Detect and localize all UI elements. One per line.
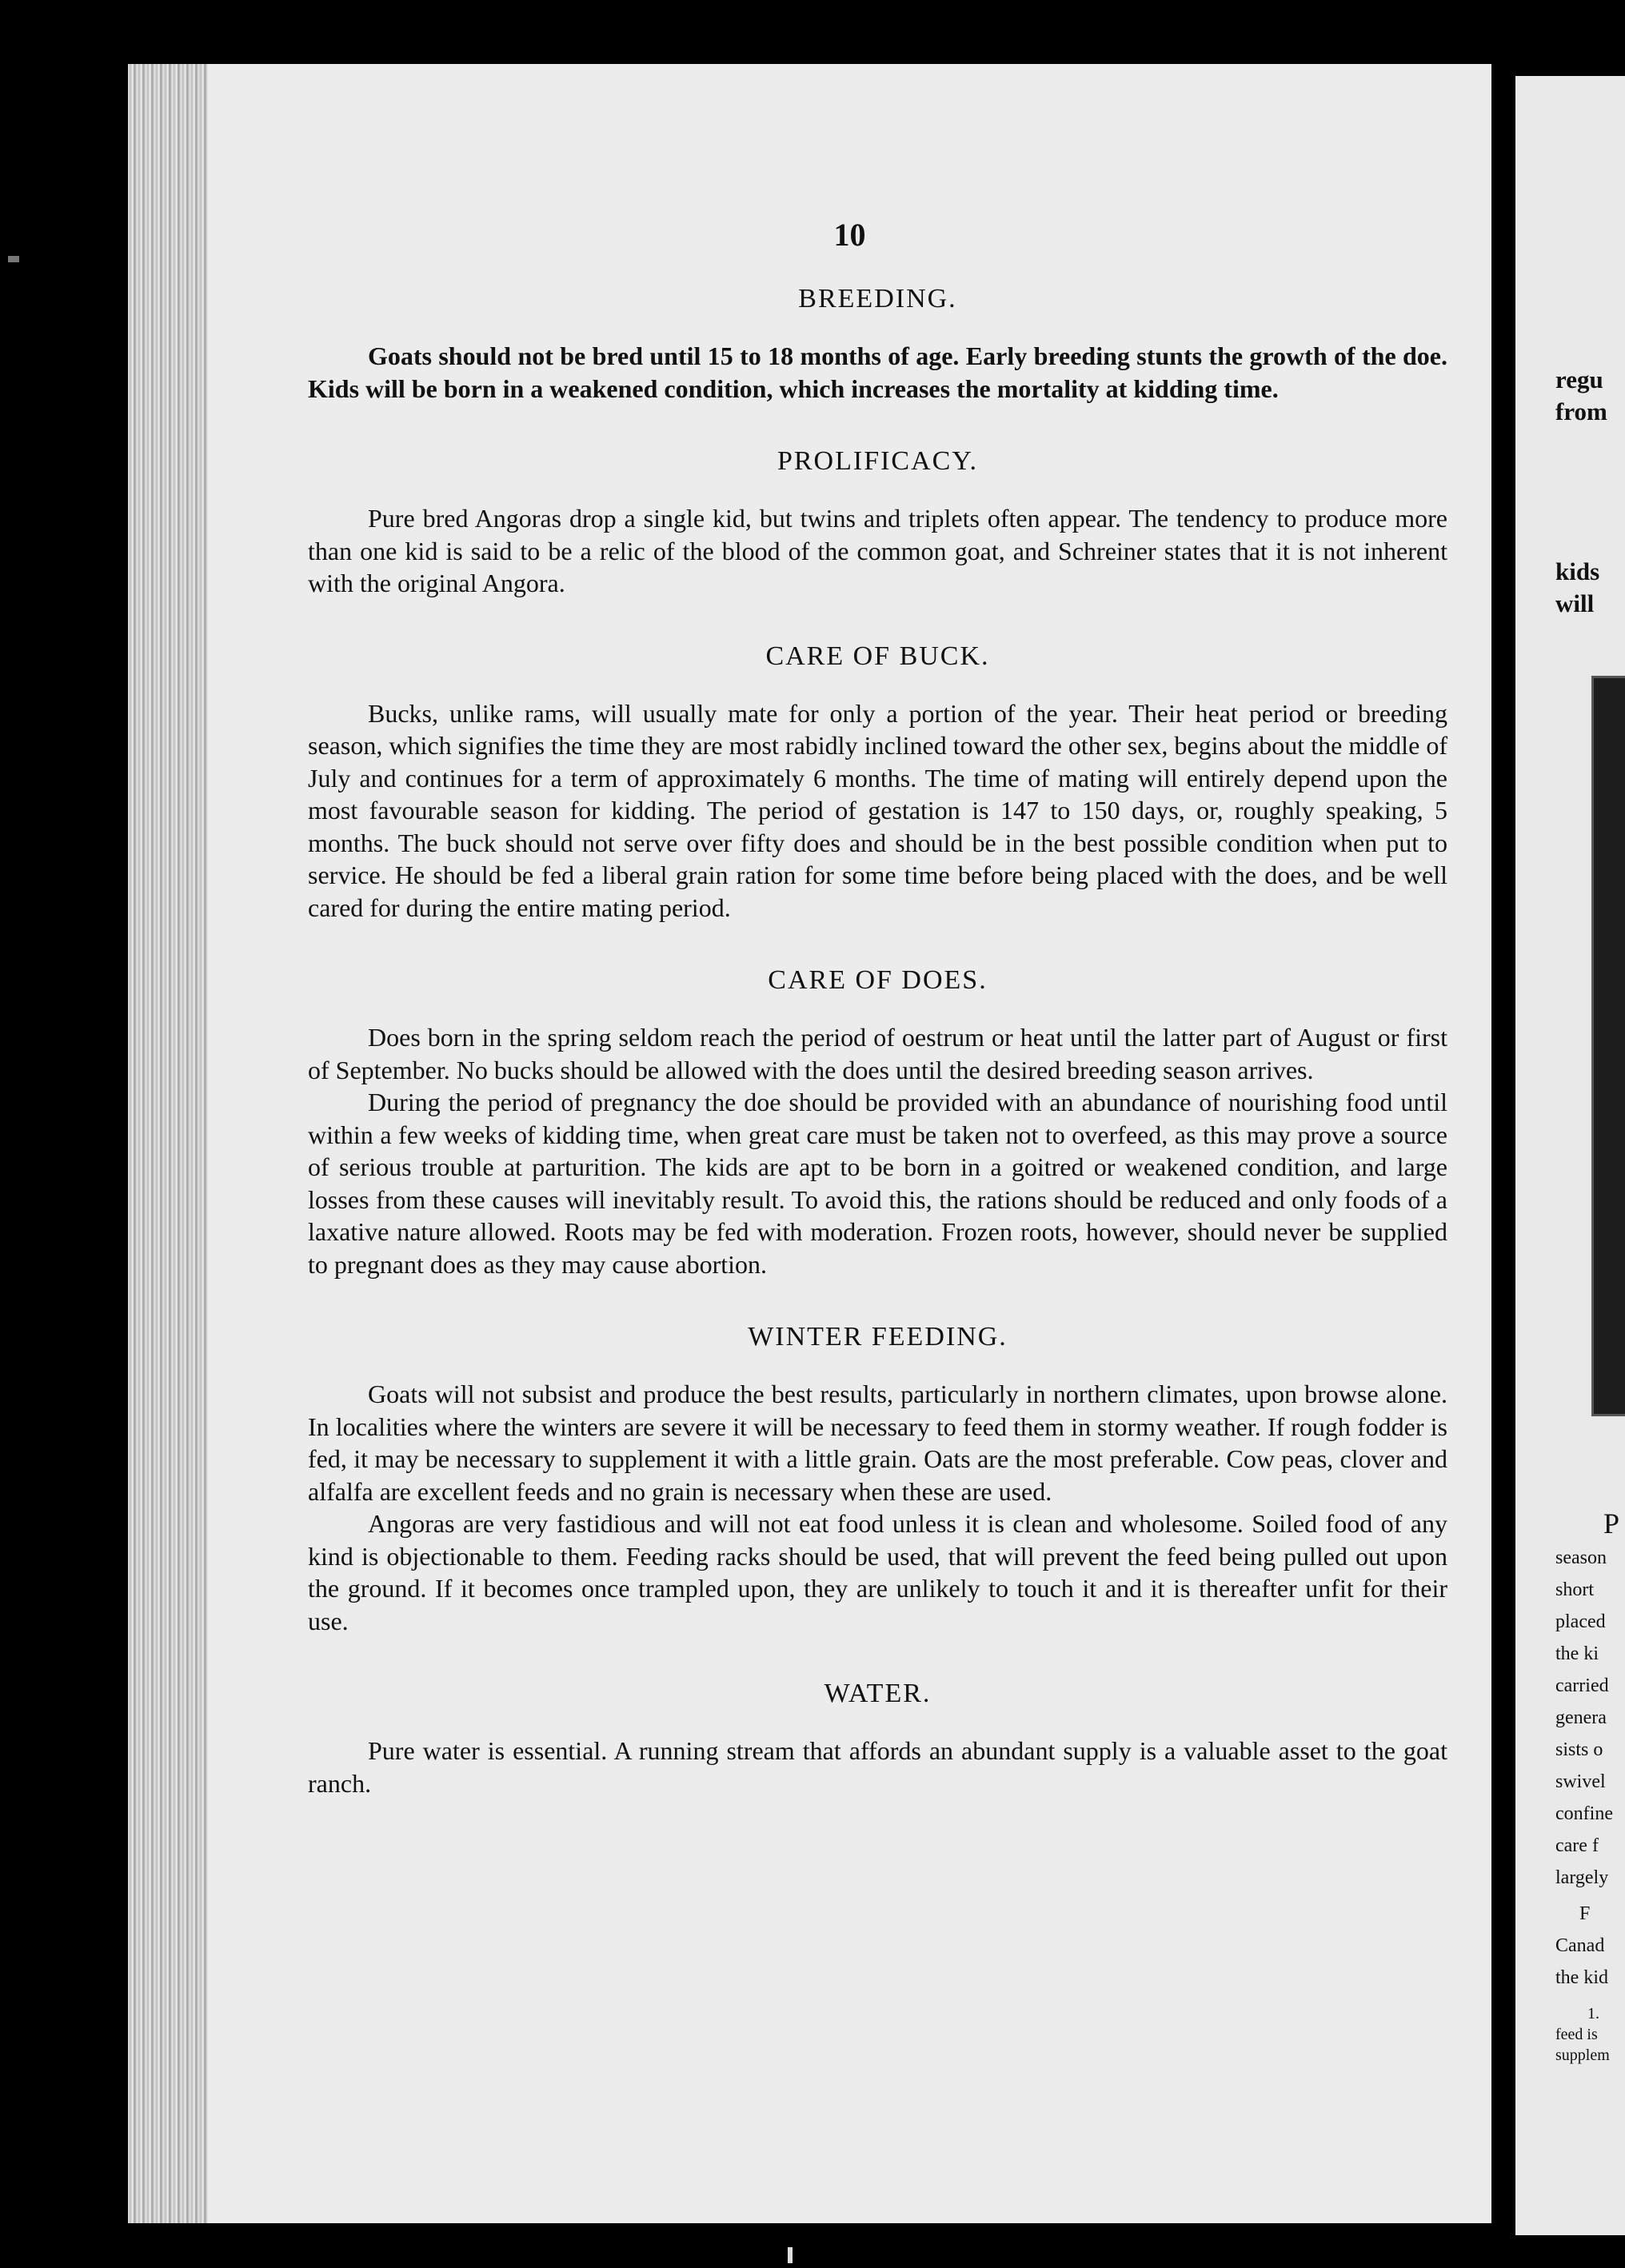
section-heading: CARE OF BUCK. bbox=[765, 641, 990, 671]
scan-artifact-mark bbox=[788, 2247, 793, 2263]
footnote-line: 1. bbox=[1587, 2005, 1599, 2022]
fragment-line: placed bbox=[1555, 1611, 1606, 1632]
paragraph: Bucks, unlike rams, will usually mate for only a portion of the year. Their heat period or breeding season, which signifies the time they are most rabidly inclined toward the other sex, begins about the middle of July and continues for a term of approximately 6 months. The time of mating will entirely depend upon the most favourable season for kidding. The period of gestation is 147 to 150 days, or, roughly speaking, 5 months. The buck should not serve over fifty does and should be in the best possible condition when put to service. He should be fed a liberal grain ration for some time before being placed with the does, and be well cared for during the entire mating period. bbox=[308, 698, 1447, 922]
paragraph: During the period of pregnancy the doe should be provided with an abundance of nourishing food until within a few weeks of kidding time, when great care must be taken not to overfeed, as this may prove a source of serious trouble at parturition. The kids are apt to be born in a goitred or weakened condition, and large losses from these causes will inevitably result. To avoid this, the rations should be reduced and only foods of a laxative nature allowed. Roots may be fed with moderation. Frozen roots, however, should never be supplied to pregnant does as they may cause abortion. bbox=[308, 1088, 1447, 1279]
fragment-line: largely bbox=[1555, 1867, 1609, 1888]
fragment-line: F bbox=[1579, 1903, 1591, 1924]
fragment-line: season bbox=[1555, 1547, 1607, 1568]
fragment-line: kids bbox=[1555, 557, 1600, 585]
fragment-line: genera bbox=[1555, 1707, 1607, 1728]
section-heading: BREEDING. bbox=[798, 284, 957, 313]
paragraph: Does born in the spring seldom reach the period of oestrum or heat until the latter part of August or first of September. No bucks should be allowed with the does until the desired breeding season arrives. bbox=[308, 1023, 1447, 1084]
fragment-line: the ki bbox=[1555, 1643, 1599, 1664]
section-care-of-buck bbox=[308, 641, 1447, 924]
fragment-line: from bbox=[1555, 397, 1607, 425]
section-heading: PROLIFICACY. bbox=[777, 446, 979, 476]
section-breeding bbox=[308, 284, 1447, 405]
fragment-line: swivel bbox=[1555, 1771, 1606, 1792]
fragment-line: short bbox=[1555, 1579, 1594, 1600]
section-heading: WINTER FEEDING. bbox=[748, 1322, 1008, 1352]
fragment-line: P bbox=[1603, 1507, 1620, 1539]
book-spine-edge bbox=[128, 64, 216, 2223]
section-water bbox=[308, 1679, 1447, 1799]
section-care-of-does bbox=[308, 965, 1447, 1280]
scan-edge-mark bbox=[8, 256, 19, 262]
facing-page-fragment bbox=[1515, 76, 1625, 2235]
section-prolificacy bbox=[308, 446, 1447, 600]
photo-plate bbox=[1591, 676, 1625, 1416]
fragment-line: carried bbox=[1555, 1675, 1609, 1696]
fragment-line: care f bbox=[1555, 1835, 1599, 1856]
footnote-line: supplem bbox=[1555, 2046, 1610, 2064]
paragraph: Pure water is essential. A running stream that affords an abundant supply is a valuable asset to the goat ranch. bbox=[308, 1736, 1447, 1798]
section-heading: WATER. bbox=[824, 1679, 932, 1708]
fragment-line: sists o bbox=[1555, 1739, 1603, 1760]
page-number: 10 bbox=[833, 217, 866, 253]
section-winter-feeding bbox=[308, 1322, 1447, 1637]
footnote-line: feed is bbox=[1555, 2026, 1598, 2043]
paragraph: Goats should not be bred until 15 to 18 months of age. Early breeding stunts the growth of the doe. Kids will be born in a weakened condition, which increases the mortality at kidding time. bbox=[308, 341, 1447, 403]
fragment-line: the kid bbox=[1555, 1967, 1608, 1988]
section-heading: CARE OF DOES. bbox=[768, 965, 988, 995]
fragment-line: regu bbox=[1555, 365, 1603, 393]
page-body bbox=[308, 284, 1447, 1841]
paragraph: Pure bred Angoras drop a single kid, but twins and triplets often appear. The tendency to produce more than one kid is said to be a relic of the blood of the common goat, and Schreiner states that it is not inherent with the original Angora. bbox=[308, 504, 1447, 597]
fragment-line: Canad bbox=[1555, 1935, 1605, 1956]
paragraph: Angoras are very fastidious and will not eat food unless it is clean and wholesome. Soiled food of any kind is objectionable to them. Feeding racks should be used, that will prevent the feed being pulled out upon the ground. If it becomes once trampled upon, they are unlikely to touch it and it is thereafter unfit for their use. bbox=[308, 1509, 1447, 1635]
fragment-line: confine bbox=[1555, 1803, 1613, 1824]
fragment-line: will bbox=[1555, 589, 1595, 617]
paragraph: Goats will not subsist and produce the best results, particularly in northern climates, upon browse alone. In localities where the winters are severe it will be necessary to feed them in stormy weather. If rough fodder is fed, it may be necessary to supplement it with a little grain. Oats are the most preferable. Cow peas, clover and alfalfa are excellent feeds and no grain is necessary when these are used. bbox=[308, 1380, 1447, 1506]
left-page bbox=[208, 64, 1491, 2223]
